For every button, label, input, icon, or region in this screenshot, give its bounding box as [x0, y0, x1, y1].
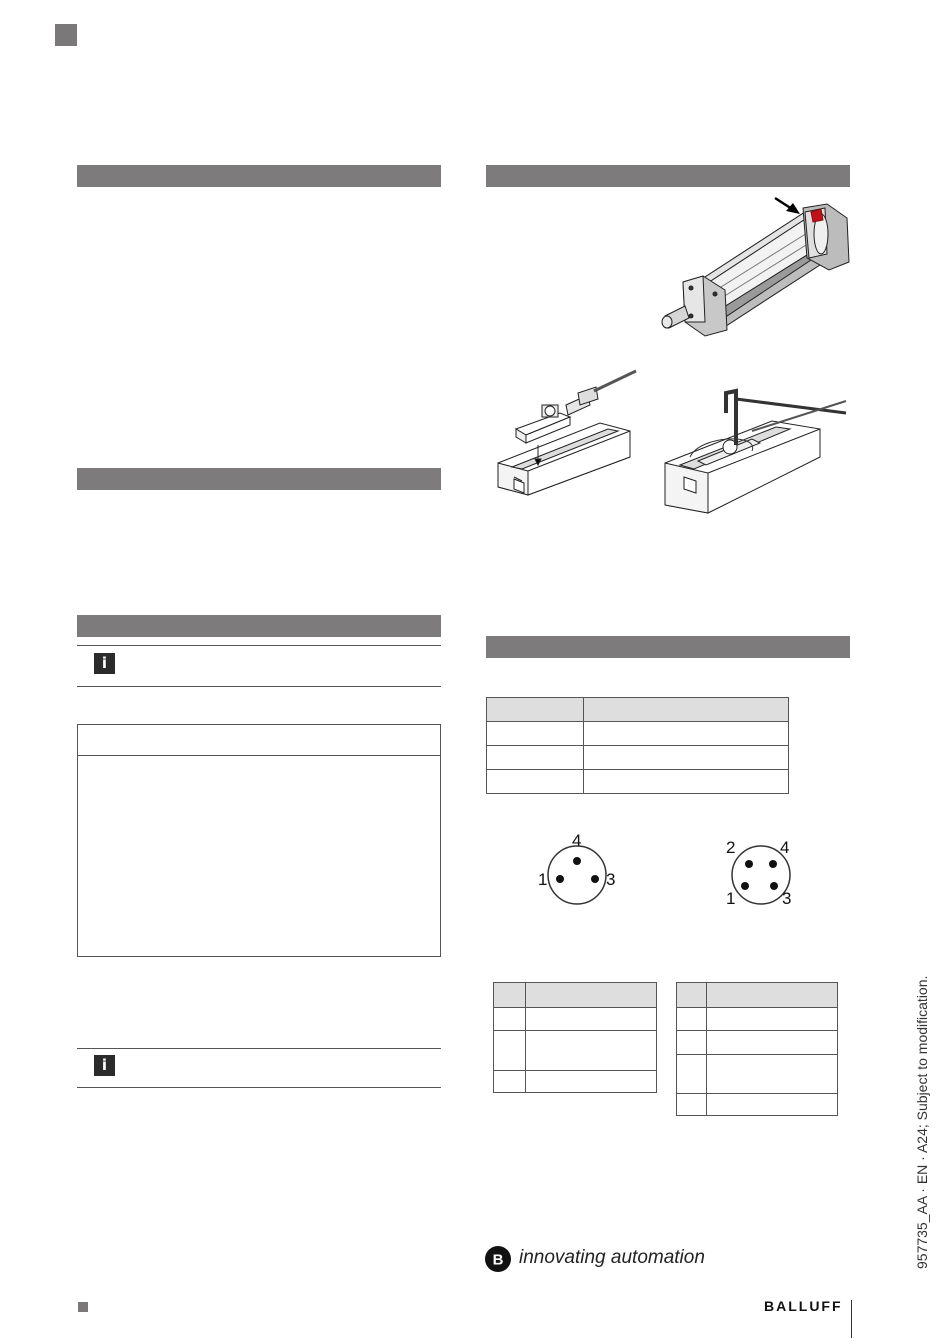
table-row [677, 1094, 838, 1116]
brand-wordmark: BALLUFF [764, 1298, 843, 1314]
cylinder-illustration [655, 190, 855, 340]
table-cell [526, 1031, 657, 1071]
logo-letter: B [492, 1251, 504, 1269]
pin-number: 3 [782, 889, 792, 908]
table-cell [707, 1008, 838, 1031]
section-header-bar [77, 468, 441, 490]
table-cell [526, 1071, 657, 1093]
note-bottom-rule [77, 1087, 441, 1088]
table-cell [584, 722, 789, 746]
info-icon: i [94, 1055, 115, 1076]
table-row [494, 1031, 657, 1071]
table-cell [494, 1071, 526, 1093]
table-row [494, 1071, 657, 1093]
table-cell [707, 983, 838, 1008]
table-cell [494, 1031, 526, 1071]
info-icon: i [94, 653, 115, 674]
table-row [487, 770, 789, 794]
table-cell [584, 746, 789, 770]
table-cell [677, 1008, 707, 1031]
table-row [487, 722, 789, 746]
table-cell [584, 770, 789, 794]
note-top-rule [77, 645, 441, 646]
table-cell [707, 1094, 838, 1116]
table-header-row [677, 983, 838, 1008]
connector-4pin-diagram [718, 830, 818, 915]
table-header-row [487, 698, 789, 722]
tagline: innovating automation [519, 1247, 705, 1268]
table-cell [677, 1055, 707, 1094]
table-cell [677, 1031, 707, 1055]
section-header-bar [486, 165, 850, 187]
table-row [494, 1008, 657, 1031]
document-code: 957735_AA · EN · A24; Subject to modification. [914, 975, 930, 1269]
footer-vertical-rule [851, 1300, 852, 1338]
note-bottom-rule [77, 686, 441, 687]
note-top-rule [77, 1048, 441, 1049]
pin-assignment-table-left [493, 982, 657, 1093]
section-header-bar [77, 615, 441, 637]
step-tighten-screw [665, 391, 846, 513]
table-cell [494, 1008, 526, 1031]
pin-number: 3 [606, 870, 616, 889]
table-cell [677, 1094, 707, 1116]
info-box [77, 724, 441, 957]
table-row [677, 1031, 838, 1055]
table-cell [677, 983, 707, 1008]
footer-marker [78, 1302, 88, 1312]
table-cell [487, 746, 584, 770]
pin-number: 2 [726, 838, 736, 857]
table-cell [707, 1031, 838, 1055]
section-header-bar [486, 636, 850, 658]
table-cell [584, 698, 789, 722]
table-cell [526, 983, 657, 1008]
red-sensor-slot [811, 209, 823, 222]
table-row [677, 1008, 838, 1031]
connector-3pin-diagram [530, 830, 630, 910]
step-insert-sensor [498, 371, 636, 495]
pin-assignment-table-right [676, 982, 838, 1116]
table-cell [494, 983, 526, 1008]
table-cell [487, 770, 584, 794]
table-row [487, 746, 789, 770]
sensor-mounting-illustrations [490, 365, 850, 525]
table-cell [487, 722, 584, 746]
table-row [677, 1055, 838, 1094]
table-cell [487, 698, 584, 722]
section-header-bar [77, 165, 441, 187]
page-corner-marker [55, 24, 77, 46]
pin-number: 1 [538, 870, 548, 889]
info-box-divider [78, 755, 440, 756]
pin-number: 1 [726, 889, 736, 908]
table-cell [526, 1008, 657, 1031]
table-cell [707, 1055, 838, 1094]
pin-number: 4 [572, 831, 582, 850]
insertion-arrow [775, 198, 800, 214]
specs-table [486, 697, 789, 794]
pin-number: 4 [780, 838, 790, 857]
balluff-logo-icon [484, 1245, 512, 1273]
table-header-row [494, 983, 657, 1008]
